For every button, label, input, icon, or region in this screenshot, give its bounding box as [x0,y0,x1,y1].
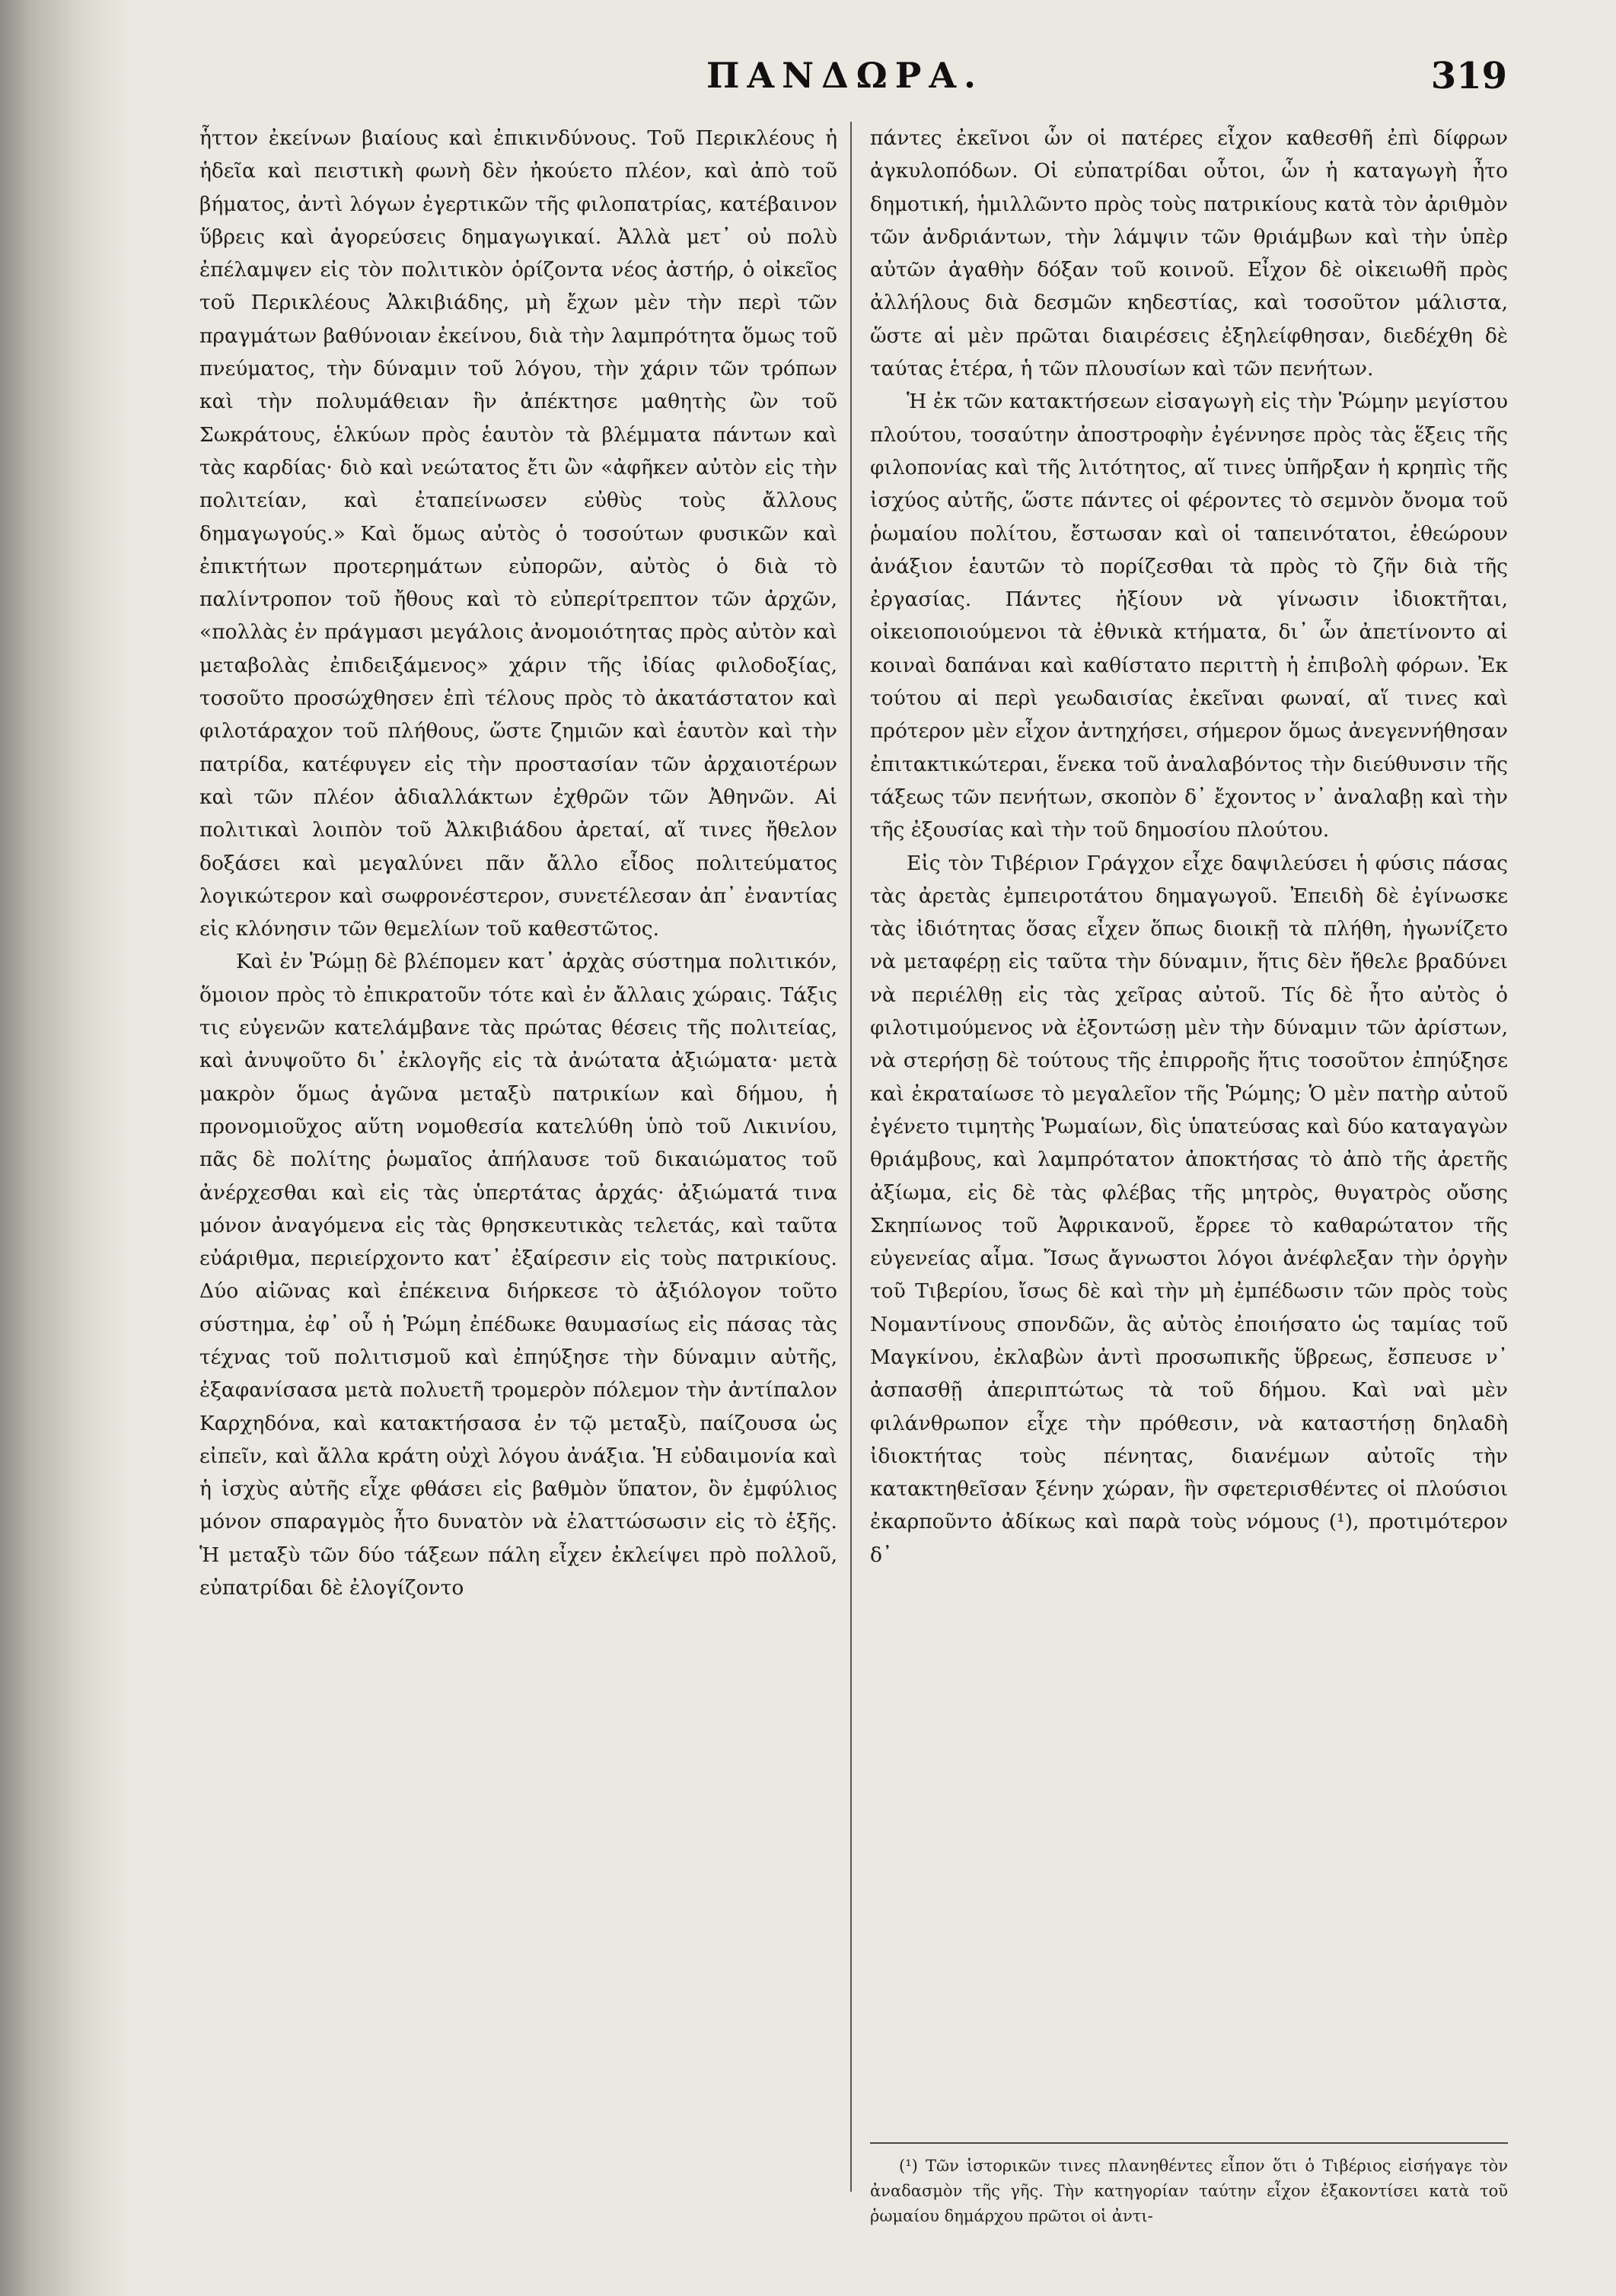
running-title: ΠΑΝΔΩΡΑ. [706,55,984,96]
footnote-rule [870,2142,1508,2144]
page-binding-shadow [0,0,129,2296]
paragraph: ἧττον ἐκείνων βιαίους καὶ ἐπικινδύνους. Τοῦ Περικλέους ἡ ἡδεῖα καὶ πειστικὴ φωνὴ δὲν ἠκούετο πλέον, καὶ ἀπὸ τοῦ βήματος, ἀντὶ λόγων ἐγερτικῶν τῆς φιλοπατρίας, κατέβαινον ὕβρεις καὶ ἀγορεύσεις δημαγωγικαί. Ἀλλὰ μετ᾽ οὐ πολὺ ἐπέλαμψεν εἰς τὸν πολιτικὸν ὁρίζοντα νέος ἀστήρ, ὁ οἰκεῖος τοῦ Περικλέους Ἀλκιβιάδης, μὴ ἔχων μὲν τὴν περὶ τῶν πραγμάτων βαθύνοιαν ἐκείνου, διὰ τὴν λαμπρότητα ὅμως τοῦ πνεύματος, τὴν δύναμιν τοῦ λόγου, τὴν χάριν τῶν τρόπων καὶ τὴν πολυμάθειαν ἣν ἀπέκτησε μαθητὴς ὢν τοῦ Σωκράτους, ἑλκύων πρὸς ἑαυτὸν τὰ βλέμματα πάντων καὶ τὰς καρδίας· διὸ καὶ νεώτατος ἔτι ὢν «ἀφῆκεν αὐτὸν εἰς τὴν πολιτείαν, καὶ ἐταπείνωσεν εὐθὺς τοὺς ἄλλους δημαγωγούς.» Καὶ ὅμως αὐτὸς ὁ τοσούτων φυσικῶν καὶ ἐπικτήτων προτερημάτων εὐπορῶν, αὐτὸς ὁ διὰ τὸ παλίντροπον τοῦ ἤθους καὶ τὸ εὐπερίτρεπτον τῶν ἀρχῶν, «πολλὰς ἐν πράγμασι μεγάλοις ἀνομοιότητας πρὸς αὐτὸν καὶ μεταβολὰς ἐπιδειξάμενος» χάριν τῆς ἰδίας φιλοδοξίας, τοσοῦτο προσώχθησεν ἐπὶ τέλους πρὸς τὸ ἀκατάστατον καὶ φιλοτάραχον τοῦ πλήθους, ὥστε ζημιῶν καὶ ἑαυτὸν καὶ τὴν πατρίδα, κατέφυγεν εἰς τὴν προστασίαν τῶν ἀρχαιοτέρων καὶ τῶν πλέον ἀδιαλλάκτων ἐχθρῶν τῶν Ἀθηνῶν. Αἱ πολιτικαὶ λοιπὸν τοῦ Ἀλκιβιάδου ἀρεταί, αἵ τινες ἤθελον δοξάσει καὶ μεγαλύνει πᾶν ἄλλο εἶδος πολιτεύματος λογικώτερον καὶ σωφρονέστερον, συνετέλεσαν ἀπ᾽ ἐναντίας εἰς κλόνησιν τῶν θεμελίων τοῦ καθεστῶτος. [199,126,837,941]
paragraph: πάντες ἐκεῖνοι ὧν οἱ πατέρες εἶχον καθεσθῆ ἐπὶ δίφρων ἀγκυλοπόδων. Οἱ εὐπατρίδαι οὗτοι, ὧν ἡ καταγωγὴ ἦτο δημοτική, ἡμιλλῶντο πρὸς τοὺς πατρικίους κατὰ τὸν ἀριθμὸν τῶν ἀνδριάντων, τὴν λάμψιν τῶν θριάμβων καὶ τὴν ὑπὲρ αὐτῶν ἀγαθὴν δόξαν τοῦ κοινοῦ. Εἶχον δὲ οἰκειωθῆ πρὸς ἀλλήλους διὰ δεσμῶν κηδεστίας, καὶ τοσοῦτον μάλιστα, ὥστε αἱ μὲν πρῶται διαιρέσεις ἐξηλείφθησαν, διεδέχθη δὲ ταύτας ἑτέρα, ἡ τῶν πλουσίων καὶ τῶν πενήτων. [870,126,1508,381]
page-header [183,55,1507,108]
right-column [870,122,1508,1572]
footnote-text: (¹) Τῶν ἱστορικῶν τινες πλανηθέντες εἶπον ὅτι ὁ Τιβέριος εἰσήγαγε τὸν ἀναδασμὸν τῆς γῆς. Τὴν κατηγορίαν ταύτην εἶχον ἐξακοντίσει κατὰ τοῦ ῥωμαίου δημάρχου πρῶτοι οἱ ἀντι- [870,2157,1508,2225]
page-number: 319 [1430,55,1507,97]
column-divider [850,122,852,2192]
paragraph: Εἰς τὸν Τιβέριον Γράγχον εἶχε δαψιλεύσει ἡ φύσις πάσας τὰς ἀρετὰς ἐμπειροτάτου δημαγωγοῦ. Ἐπειδὴ δὲ ἐγίνωσκε τὰς ἰδιότητας ὅσας εἶχεν ὅπως διοικῇ τὰ πλήθη, ἠγωνίζετο νὰ μεταφέρῃ εἰς ταῦτα τὴν δύναμιν, ἥτις δὲν ἤθελε βραδύνει νὰ περιέλθῃ εἰς τὰς χεῖρας αὐτοῦ. Τίς δὲ ἦτο αὐτὸς ὁ φιλοτιμούμενος νὰ ἐξοντώσῃ μὲν τὴν δύναμιν τῶν ἀρίστων, νὰ στερήσῃ δὲ τούτους τῆς ἐπιρροῆς ἥτις τοσοῦτον ἐπηύξησε καὶ ἐκραταίωσε τὸ μεγαλεῖον τῆς Ῥώμης; Ὁ μὲν πατὴρ αὐτοῦ ἐγένετο τιμητὴς Ῥωμαίων, δὶς ὑπατεύσας καὶ δύο καταγαγὼν θριάμβους, καὶ λαμπρότατον ἀποκτήσας τὸ ἀπὸ τῆς ἀρετῆς ἀξίωμα, εἰς δὲ τὰς φλέβας τῆς μητρὸς, θυγατρὸς οὔσης Σκηπίωνος τοῦ Ἀφρικανοῦ, ἔρρεε τὸ καθαρώτατον τῆς εὐγενείας αἷμα. Ἴσως ἄγνωστοι λόγοι ἀνέφλεξαν τὴν ὀργὴν τοῦ Τιβερίου, ἴσως δὲ καὶ τὴν μὴ ἐμπέδωσιν τῶν πρὸς τοὺς Νομαντίνους σπονδῶν, ἃς αὐτὸς ἐποιήσατο ὡς ταμίας τοῦ Μαγκίνου, ἐκλαβὼν ἀντὶ προσωπικῆς ὕβρεως, ἔσπευσε ν᾽ ἀσπασθῇ ἀπεριπτώτως τὰ τοῦ δήμου. Καὶ ναὶ μὲν φιλάνθρωπον εἶχε τὴν πρόθεσιν, νὰ καταστήσῃ δηλαδὴ ἰδιοκτήτας τοὺς πένητας, διανέμων αὐτοῖς τὴν κατακτηθεῖσαν ξένην χώραν, ἣν σφετερισθέντες οἱ πλούσιοι ἐκαρποῦντο ἀδίκως καὶ παρὰ τοὺς νόμους (¹), προτιμότερον δ᾽ [870,851,1508,1567]
paragraph: Καὶ ἐν Ῥώμῃ δὲ βλέπομεν κατ᾽ ἀρχὰς σύστημα πολιτικόν, ὅμοιον πρὸς τὸ ἐπικρατοῦν τότε καὶ ἐν ἄλλαις χώραις. Τάξις τις εὐγενῶν κατελάμβανε τὰς πρώτας θέσεις τῆς πολιτείας, καὶ ἀνυψοῦτο δι᾽ ἐκλογῆς εἰς τὰ ἀνώτατα ἀξιώματα· μετὰ μακρὸν ὅμως ἀγῶνα μεταξὺ πατρικίων καὶ δήμου, ἡ προνομιοῦχος αὕτη νομοθεσία κατελύθη ὑπὸ τοῦ Λικινίου, πᾶς δὲ πολίτης ῥωμαῖος ἀπήλαυσε τοῦ δικαιώματος τοῦ ἀνέρχεσθαι καὶ εἰς τὰς ὑπερτάτας ἀρχάς· ἀξιώματά τινα μόνον ἀναγόμενα εἰς τὰς θρησκευτικὰς τελετάς, καὶ ταῦτα εὐάριθμα, περιείρχοντο κατ᾽ ἐξαίρεσιν εἰς τοὺς πατρικίους. Δύο αἰῶνας καὶ ἐπέκεινα διήρκεσε τὸ ἀξιόλογον τοῦτο σύστημα, ἐφ᾽ οὗ ἡ Ῥώμη ἐπέδωκε θαυμασίως εἰς πάσας τὰς τέχνας τοῦ πολιτισμοῦ καὶ ἐπηύξησε τὴν δύναμιν αὐτῆς, ἐξαφανίσασα μετὰ πολυετῆ τρομερὸν πόλεμον τὴν ἀντίπαλον Καρχηδόνα, καὶ κατακτήσασα ἐν τῷ μεταξὺ, παίζουσα ὡς εἰπεῖν, καὶ ἄλλα κράτη οὐχὶ λόγου ἀνάξια. Ἡ εὐδαιμονία καὶ ἡ ἰσχὺς αὐτῆς εἶχε φθάσει εἰς βαθμὸν ὕπατον, ὃν ἐμφύλιος μόνον σπαραγμὸς ἦτο δυνατὸν νὰ ἐλαττώσωσιν εἰς τὸ ἑξῆς. Ἡ μεταξὺ τῶν δύο τάξεων πάλη εἶχεν ἐκλείψει πρὸ πολλοῦ, εὐπατρίδαι δὲ ἐλογίζοντο [199,950,837,1600]
left-column [199,122,837,1604]
paragraph: Ἡ ἐκ τῶν κατακτήσεων εἰσαγωγὴ εἰς τὴν Ῥώμην μεγίστου πλούτου, τοσαύτην ἀποστροφὴν ἐγέννησε πρὸς τὰς ἕξεις τῆς φιλοπονίας καὶ τῆς λιτότητος, αἵ τινες ὑπῆρξαν ἡ κρηπὶς τῆς ἰσχύος αὐτῆς, ὥστε πάντες οἱ φέροντες τὸ σεμνὸν ὄνομα τοῦ ῥωμαίου πολίτου, ἔστωσαν καὶ οἱ ταπεινότατοι, ἐθεώρουν ἀνάξιον ἑαυτῶν τὸ πορίζεσθαι τὰ πρὸς τὸ ζῆν διὰ τῆς ἐργασίας. Πάντες ἠξίουν νὰ γίνωσιν ἰδιοκτῆται, οἰκειοποιούμενοι τὰ ἐθνικὰ κτήματα, δι᾽ ὧν ἀπετίνοντο αἱ κοιναὶ δαπάναι καὶ καθίστατο περιττὴ ἡ ἐπιβολὴ φόρων. Ἐκ τούτου αἱ περὶ γεωδαισίας ἐκεῖναι φωναί, αἵ τινες καὶ πρότερον μὲν εἶχον ἀντηχήσει, σήμερον ὅμως ἀνεγεννήθησαν ἐπιτακτικώτεραι, ἕνεκα τοῦ ἀναλαβόντος τὴν διεύθυνσιν τῆς τάξεως τῶν πενήτων, σκοπὸν δ᾽ ἔχοντος ν᾽ ἀναλαβῃ καὶ τὴν τῆς ἐξουσίας καὶ τὴν τοῦ δημοσίου πλούτου. [870,390,1508,842]
footnote [870,2154,1508,2229]
